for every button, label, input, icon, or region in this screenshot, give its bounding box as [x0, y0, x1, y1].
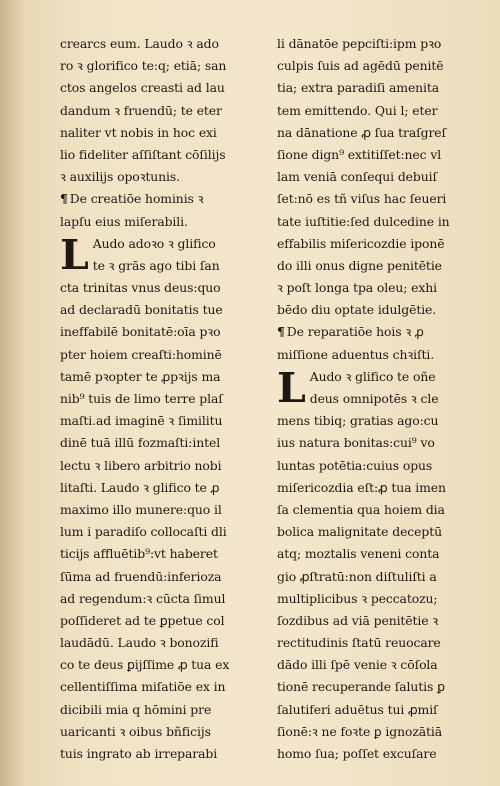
text-line [277, 277, 482, 299]
text-line-text: luntas potētia:cuius opus [277, 457, 433, 473]
text-line [277, 144, 482, 166]
text-line-text: lio fideliter aſſiſtant cōſilijs [60, 146, 226, 162]
text-line [60, 77, 265, 99]
text-line [277, 455, 482, 477]
text-line-text: dinē tuā illū fozmaſti:intel [60, 435, 221, 451]
text-line-text: nib⁹ tuis de limo terre plaſ [60, 391, 223, 406]
text-line [60, 543, 265, 565]
text-line [60, 699, 265, 721]
text-line-text: laudādū. Laudo ꝛ bonozifi [60, 635, 219, 651]
text-line-text: maſti.ad imaginē ꝛ ſimilitu [60, 413, 223, 429]
text-line-text: pter hoiem creaſti:hominē [60, 346, 222, 362]
text-line [60, 55, 265, 77]
text-line-text: cellentiſſima miſatiōe ex in [60, 679, 226, 695]
text-line [60, 299, 265, 321]
text-line-text: dandum ꝛ fruendū; te eter [60, 102, 222, 118]
text-line-text: mens tibiq; gratias ago:cu [277, 413, 439, 429]
text-line [277, 388, 482, 410]
text-line [277, 610, 482, 632]
text-line-text: tia; extra paradiſi amenita [277, 80, 440, 96]
text-line [277, 499, 482, 521]
drop-cap-initial: L [60, 230, 89, 279]
text-line-text: ticijs affluētib⁹:vt haberet [60, 546, 218, 562]
text-line-text: ad regendum:ꝛ cūcta ſimul [60, 590, 226, 606]
text-line [60, 521, 265, 543]
text-line [60, 100, 265, 122]
text-line-text: culpis ſuis ad agēdū penitē [277, 58, 444, 74]
text-line [277, 299, 482, 321]
page-edge-stain [0, 0, 26, 786]
text-line [277, 588, 482, 610]
text-line-text: crearcs eum. Laudo ꝛ ado [60, 36, 219, 51]
text-line-text: Audo adoꝛo ꝛ glifico [92, 235, 216, 251]
text-line [60, 410, 265, 432]
text-line-text: effabilis miſericozdie iponē [277, 235, 445, 251]
text-line [60, 721, 265, 743]
text-line-text: ro ꝛ glorifico te:q; etiā; san [60, 58, 227, 74]
section-heading-line [60, 188, 265, 210]
section-heading-line [277, 344, 482, 366]
text-line [277, 166, 482, 188]
text-line-text: bolica malignitate deceptū [277, 524, 442, 540]
text-line-text: bēdo diu optate idulgētie. [277, 302, 437, 318]
text-line-text: maximo illo munere:quo il [60, 501, 222, 517]
section-heading-line-text: De reparatiōe hois ꝛ ꝓ [286, 324, 424, 340]
section-heading-line-text: lapſu eius miſerabili. [60, 213, 188, 229]
text-line-text: poſſideret ad te ꝑpetue col [60, 612, 225, 628]
text-line-text: ius natura bonitas:cui⁹ vo [277, 435, 435, 451]
text-line-text: na dānatione ꝓ ſua traſgreſ [277, 124, 447, 140]
text-line-text: ineffabilē bonitatē:oīa pꝛo [60, 324, 221, 340]
text-line [60, 321, 265, 343]
section-heading-line [277, 321, 482, 343]
text-line-text: tuis ingrato ab irreparabi [60, 746, 218, 761]
text-line-text: tamē pꝛopter te ꝓpꝛijs ma [60, 368, 221, 384]
text-line-text: te ꝛ grās ago tibi ſan [92, 257, 220, 273]
text-line [277, 721, 482, 743]
text-line [60, 743, 265, 765]
section-heading-line [60, 211, 265, 233]
text-line-text: gio ꝓſtratū:non diſtuliſti a [277, 568, 437, 584]
text-line [277, 211, 482, 233]
text-line-text: cta trinitas vnus deus:quo [60, 280, 221, 296]
text-line-text: tionē recuperande ſalutis ꝑ [277, 679, 445, 695]
text-line-text: rectitudinis ſtatū reuocare [277, 635, 441, 651]
text-line [277, 188, 482, 210]
text-line-text: ſozdibus ad viā penitētie ꝛ [277, 612, 439, 628]
text-line [60, 432, 265, 454]
drop-cap-initial: L [277, 363, 306, 412]
text-line [60, 144, 265, 166]
text-line [277, 632, 482, 654]
text-line [60, 654, 265, 676]
text-line-text: tate iuſtitie:ſed dulcedine in [277, 213, 450, 229]
text-line [60, 33, 265, 55]
text-line-text: lam veniā conſequi debuiſ [277, 169, 437, 185]
text-line [60, 499, 265, 521]
text-line-text: ſalutiferi aduētus tui ꝓmiſ [277, 701, 438, 717]
left-column [60, 33, 265, 765]
text-line [60, 277, 265, 299]
text-line-text: miſericozdia eſt:ꝓ tua imen [277, 479, 446, 495]
text-line [277, 521, 482, 543]
text-line-text: ctos angelos creasti ad lau [60, 80, 225, 96]
text-line-text: tem emittendo. Qui l; eter [277, 102, 438, 118]
text-line [60, 388, 265, 410]
text-line [60, 588, 265, 610]
text-line-text: ſa clementia qua hoiem dia [277, 501, 445, 517]
text-line [277, 366, 482, 388]
text-line [277, 654, 482, 676]
text-line-text: ad declaradū bonitatis tue [60, 302, 223, 318]
text-line [277, 543, 482, 565]
text-line-text: ſūma ad fruendū:inferioza [60, 568, 222, 584]
text-line [60, 566, 265, 588]
paragraph-mark: ¶ [277, 324, 285, 340]
text-line [277, 77, 482, 99]
text-line [277, 255, 482, 277]
text-line [277, 566, 482, 588]
text-line-text: dādo illi ſpē venie ꝛ cōſola [277, 657, 438, 673]
text-line-text: ꝛ poſt longa tpa oleu; exhi [277, 280, 438, 296]
text-line-text: lectu ꝛ libero arbitrio nobi [60, 457, 222, 473]
text-line-text: ꝛ auxilijs opoꝛtunis. [60, 169, 181, 185]
text-line [277, 100, 482, 122]
text-line [60, 455, 265, 477]
text-line-text: atq; moztalis veneni conta [277, 546, 440, 562]
text-line-text: multiplicibus ꝛ peccatozu; [277, 590, 438, 606]
text-line [277, 55, 482, 77]
text-line-text: homo ſua; poſſet excuſare [277, 746, 437, 761]
text-line-text: ſionē:ꝛ ne foꝛte ꝑ ignozātiā [277, 723, 443, 739]
text-line [60, 166, 265, 188]
text-line-text: ſione dign⁹ extitiſſet:nec vl [277, 146, 442, 162]
initial-block [60, 230, 265, 279]
text-line [277, 477, 482, 499]
right-column [277, 33, 482, 765]
text-line [60, 610, 265, 632]
text-line-text: co te deus ꝑijſſime ꝓ tua ex [60, 657, 230, 673]
text-line [277, 122, 482, 144]
text-line [60, 676, 265, 698]
text-line [277, 743, 482, 765]
text-line [277, 233, 482, 255]
text-line-text: deus omnipotēs ꝛ cle [309, 391, 439, 406]
text-line [60, 344, 265, 366]
text-line [277, 432, 482, 454]
text-line [60, 255, 265, 277]
text-line [60, 477, 265, 499]
text-line [277, 699, 482, 721]
text-line-text: Audo ꝛ glifico te oñe [309, 368, 436, 384]
text-line-text: uaricanti ꝛ oibus bñficijs [60, 723, 211, 739]
text-line [60, 632, 265, 654]
text-line-text: dicibili mia q hōmini pre [60, 701, 212, 717]
text-line-text: do illi onus digne penitētie [277, 257, 442, 273]
text-line [60, 122, 265, 144]
paragraph-mark: ¶ [60, 191, 68, 207]
initial-block [277, 363, 482, 412]
text-line [277, 410, 482, 432]
section-heading-line-text: De creatiōe hominis ꝛ [69, 191, 204, 207]
text-line [60, 233, 265, 255]
text-line-text: litaſti. Laudo ꝛ glifico te ꝓ [60, 479, 220, 495]
text-line-text: ſet:nō es tñ viſus hac ſeueri [277, 191, 447, 207]
text-line [277, 33, 482, 55]
text-line-text: li dānatōe pepciſti:ipm pꝛo [277, 36, 442, 51]
text-line [60, 366, 265, 388]
text-line-text: lum i paradiſo collocaſti dli [60, 524, 227, 540]
section-heading-line-text: miſſione aduentus chꝛiſti. [277, 346, 435, 362]
text-line-text: naliter vt nobis in hoc exi [60, 124, 217, 140]
text-line [277, 676, 482, 698]
